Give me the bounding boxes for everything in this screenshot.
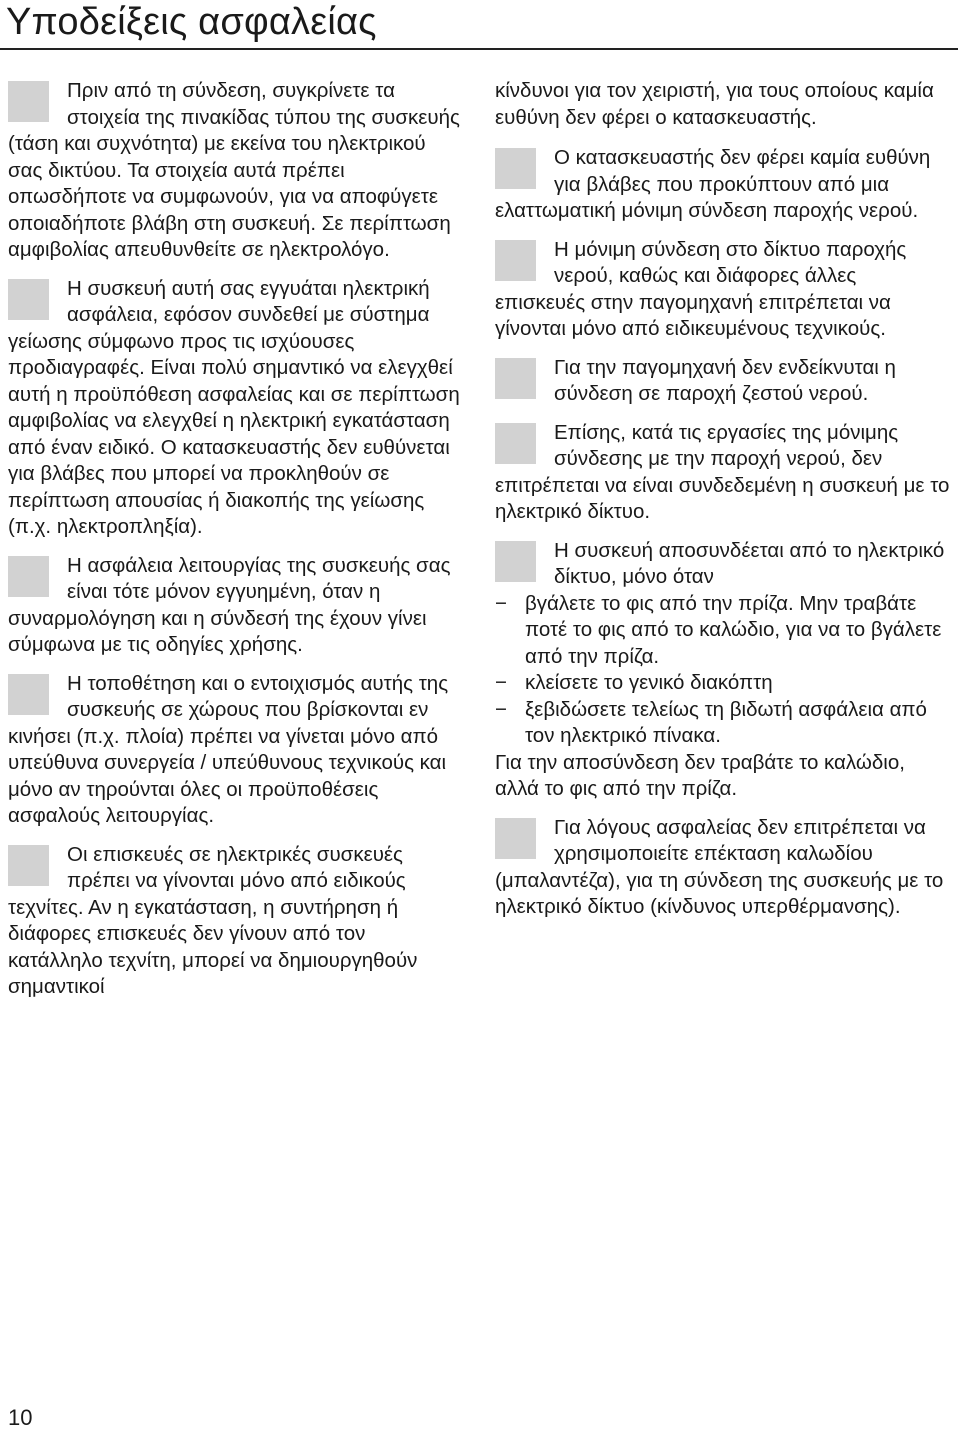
bullet-square-icon [8, 81, 49, 122]
note-text: Ο κατασκευαστής δεν φέρει καμία ευθύνη για βλάβες που προκύπτουν από μια ελαττωματική μόνιμη σύνδεση παροχής νερού. [495, 146, 931, 222]
bullet-square-icon [8, 845, 49, 886]
title-divider [0, 48, 958, 50]
safety-note-repairs [8, 842, 463, 1001]
bullet-square-icon [495, 240, 536, 281]
note-text: Η τοποθέτηση και ο εντοιχισμός αυτής της συσκευής σε χώρους που βρίσκονται εν κινήσει (π.χ. πλοία) πρέπει να γίνεται μόνο από υπεύθυνα συνεργεία / υπεύθυνους τεχνικούς και μόνο αν τηρούνται όλες οι προϋποθέσεις ασφαλούς λειτουργίας. [8, 671, 449, 827]
safety-note-installation [8, 553, 463, 659]
note-text: Για την παγομηχανή δεν ενδείκνυται η σύνδεση σε παροχή ζεστού νερού. [554, 355, 896, 405]
note-text: Η συσκευή αυτή σας εγγυάται ηλεκτρική ασφάλεια, εφόσον συνδεθεί με σύστημα γείωσης σύμφωνο προς τις ισχύουσες προδιαγραφές. Είναι πολύ σημαντικό να ελεγχθεί αυτή η προϋπόθεση ασφαλείας και σε περίπτωση αμφιβολίας να ελεγχθεί η ηλεκτρική εγκατάσταση από έναν ειδικό. Ο κατασκευαστής δεν ευθύνεται για βλάβες που μπορεί να προκληθούν σε περίπτωση απουσίας ή διακοπής της γείωσης (π.χ. ηλεκτροπληξία). [8, 276, 460, 538]
list-item: − κλείσετε το γενικό διακόπτη [495, 670, 950, 697]
safety-note-disconnect-during-work [495, 420, 950, 526]
page-number: 10 [8, 1405, 33, 1430]
right-column [495, 78, 950, 933]
note-text: Πριν από τη σύνδεση, συγκρίνετε τα στοιχεία της πινακίδας τύπου της συσκευής (τάση και συχνότητα) με εκείνα του ηλεκτρικού σας δικτύου. Τα στοιχεία αυτά πρέπει οπωσδήποτε να συμφωνούν, για να αποφύγετε οποιαδήποτε βλάβη στη συσκευή. Σε περίπτωση αμφιβολίας απευθυνθείτε σε ηλεκτρολόγο. [8, 79, 460, 261]
safety-note-extension-cord [495, 815, 950, 921]
safety-note-hot-water [495, 355, 950, 408]
bullet-square-icon [495, 423, 536, 464]
list-item: − ξεβιδώσετε τελείως τη βιδωτή ασφάλεια από τον ηλεκτρικό πίνακα. [495, 697, 950, 750]
disconnect-steps [495, 591, 950, 750]
bullet-square-icon [8, 279, 49, 320]
bullet-square-icon [8, 674, 49, 715]
note-text: Επίσης, κατά τις εργασίες της μόνιμης σύνδεσης με την παροχή νερού, δεν επιτρέπεται να είναι συνδεδεμένη η συσκευή με το ηλεκτρικό δίκτυο. [495, 420, 950, 523]
note-text: Οι επισκευές σε ηλεκτρικές συσκευές πρέπει να γίνονται μόνο από ειδικούς τεχνίτες. Αν η εγκατάσταση, η συντήρηση ή διάφορες επισκευές δεν γίνουν από τον κατάλληλο τεχνίτη, μπορεί να δημιουργηθούν σημαντικοί [8, 842, 418, 998]
bullet-square-icon [495, 358, 536, 399]
safety-note-water-connection-liability [495, 145, 950, 225]
safety-note-moving-locations [8, 671, 463, 830]
note-text: Η ασφάλεια λειτουργίας της συσκευής σας είναι τότε μόνον εγγυημένη, όταν η συναρμολόγηση και η σύνδεσή της έχουν γίνει σύμφωνα με τις οδηγίες χρήσης. [8, 553, 451, 656]
bullet-square-icon [8, 556, 49, 597]
safety-note-water-connection-specialists [495, 237, 950, 343]
safety-note-rating-plate [8, 78, 463, 264]
bullet-square-icon [495, 541, 536, 582]
left-column [8, 78, 463, 1013]
note-text: Η συσκευή αποσυνδέεται από το ηλεκτρικό δίκτυο, μόνο όταν [554, 538, 945, 588]
safety-note-disconnection [495, 538, 950, 803]
safety-note-grounding [8, 276, 463, 541]
note-text: Η μόνιμη σύνδεση στο δίκτυο παροχής νερού, καθώς και διάφορες άλλες επισκευές στην παγομηχανή επιτρέπεται να γίνονται μόνο από ειδικευμένους τεχνικούς. [495, 237, 907, 340]
list-item: − βγάλετε το φις από την πρίζα. Μην τραβάτε ποτέ το φις από το καλώδιο, για να το βγάλετε από την πρίζα. [495, 591, 950, 671]
bullet-square-icon [495, 148, 536, 189]
note-text: Για λόγους ασφαλείας δεν επιτρέπεται να χρησιμοποιείτε επέκταση καλωδίου (μπαλαντέζα), για τη σύνδεση της συσκευής με το ηλεκτρικό δίκτυο (κίνδυνος υπερθέρμανσης). [495, 815, 944, 918]
page-title: Υποδείξεις ασφαλείας [6, 1, 377, 43]
continuation-text: κίνδυνοι για τον χειριστή, για τους οποίους καμία ευθύνη δεν φέρει ο κατασκευαστής. [495, 79, 934, 129]
bullet-square-icon [495, 818, 536, 859]
disconnect-note: Για την αποσύνδεση δεν τραβάτε το καλώδιο, αλλά το φις από την πρίζα. [495, 750, 905, 800]
